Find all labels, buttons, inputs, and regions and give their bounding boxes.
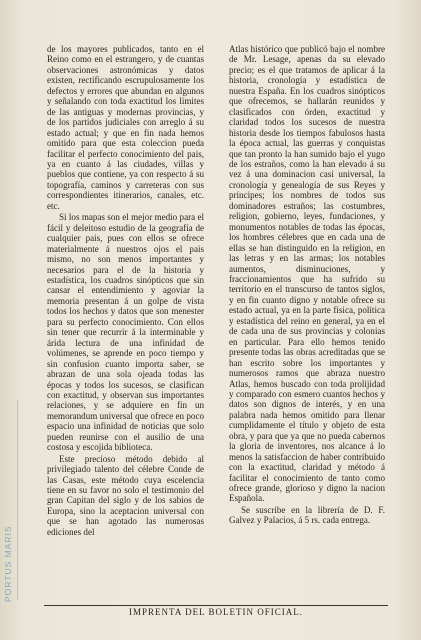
printer-imprint: IMPRENTA DEL BOLETIN OFICIAL.	[129, 607, 303, 617]
right-paragraph-2: Se suscribe en la librería de D. F. Galvez y Palacios, á 5 rs. cada entrega.	[229, 504, 385, 526]
right-paragraph-1: Atlas histórico que publicó bajo el nombre de Mr. Lesage, apenas da su elevado precio; es el que tratamos de aplicar á la historia, cronología y estadística de nuestra España. En los cuadros sinópticos que ofrecemos, se hallarán reunidos y clasificados con órden, exactitud y claridad todos los sucesos de nuestra historia desde los tiempos fabulosos hasta la época actual, las guerras y conquistas que tan pronto la han sumido bajo el yugo de los estraños, como la han elevado á su vez á una dominacion casi universal, la cronología y genealogía de sus Reyes y príncipes; los nombres de todos sus dominadores estraños; las costumbres, religion, gobierno, leyes, fundaciones, y monumentos notables de todas las épocas, los hombres célebres que en cada una de ellas se han distinguido en la religion, en las letras y en las armas; los notables aumentos, disminuciones, y fraccionamientos que ha sufrido su territorio en el transcurso de tantos siglos, y en fin cuanto digno y notable ofrece su estado actual, ya en la parte física, política y estadística del reino en general, ya en el de cada una de sus provincias y colonias en particular. Para ello hemos tenido presente todas las obras acreditadas que se han escrito sobre los importantes y numerosos ramos que abraza nuestro Atlas, hemos buscado con toda prolijidad y comparado con esmero cuantos hechos y datos son dignos de interés, y en una palabra nada hemos omitido para llenar cumplidamente el título y objeto de esta obra, y para que ya que no pueda cabernos la gloria de inventores, nos alcance á lo menos la satisfaccion de haber contribuido con la exactitud, claridad y método á facilitar el conocimiento de tanto como ofrece grande, glorioso y digno la nacion Española.	[229, 44, 385, 504]
footer-rule	[44, 605, 388, 606]
left-column	[47, 44, 204, 537]
stamp-text: PORTUS MARIS	[3, 525, 13, 602]
left-paragraph-3: Este precioso método debido al privilegiado talento del célebre Conde de las Casas, este método cuya escelencia tiene en su favor no solo el testimonio del gran Capitan del siglo y de los sabios de Europa, sino la aceptacion universal con que se han agotado las numerosas ediciones del	[47, 453, 204, 537]
left-paragraph-1: de los mayores publicados, tanto en el Reino como en el estrangero, y de cuantas observaciones astronómicas y datos existen, rectificando escrupulosamente los defectos y errores que abundan en algunos y señalando con toda exactitud los límites de las antiguas y modernas provincias, y de los partidos judiciales con arreglo á su estado actual; y que en fin nada hemos omitido para que esta coleccion pueda facilitar el perfecto conocimiento del pais, ya en cuanto á las ciudades, villas y pueblos que contiene, ya con respecto á su topografía, caminos y carreteras con sus correspondientes itinerarios, canales, etc. etc.	[47, 44, 204, 211]
stamp-rule	[17, 400, 18, 600]
library-stamp	[3, 402, 15, 602]
left-paragraph-2: Si los mapas son el mejor medio para el fácil y deleitoso estudio de la geografía de cualquier pais, pues con ellos se ofrece materialmente á nuestros ojos el pais mismo, no son menos importantes y necesarios para el de la historia y estadística, los cuadros sinópticos que sin cansar el entendimiento y agoviar la memoria presentan á un golpe de vista todos los hechos y datos que son menester para su perfecto conocimiento. Con ellos sin tener que recurrir á la interminable y árida lectura de una infinidad de volúmenes, se aprende en poco tiempo y sin confusion cuanto importa saber, se abrazan de una sola ojeada todas las épocas y todos los sucesos, se clasifican con exactitud, y observan sus importantes relaciones, y se adquiere en fin un memorandum universal que ofrece en poco espacio una infinidad de noticias que solo pueden reunirse con el ausilio de una costosa y escojida biblioteca.	[47, 212, 204, 453]
right-column	[229, 44, 385, 526]
